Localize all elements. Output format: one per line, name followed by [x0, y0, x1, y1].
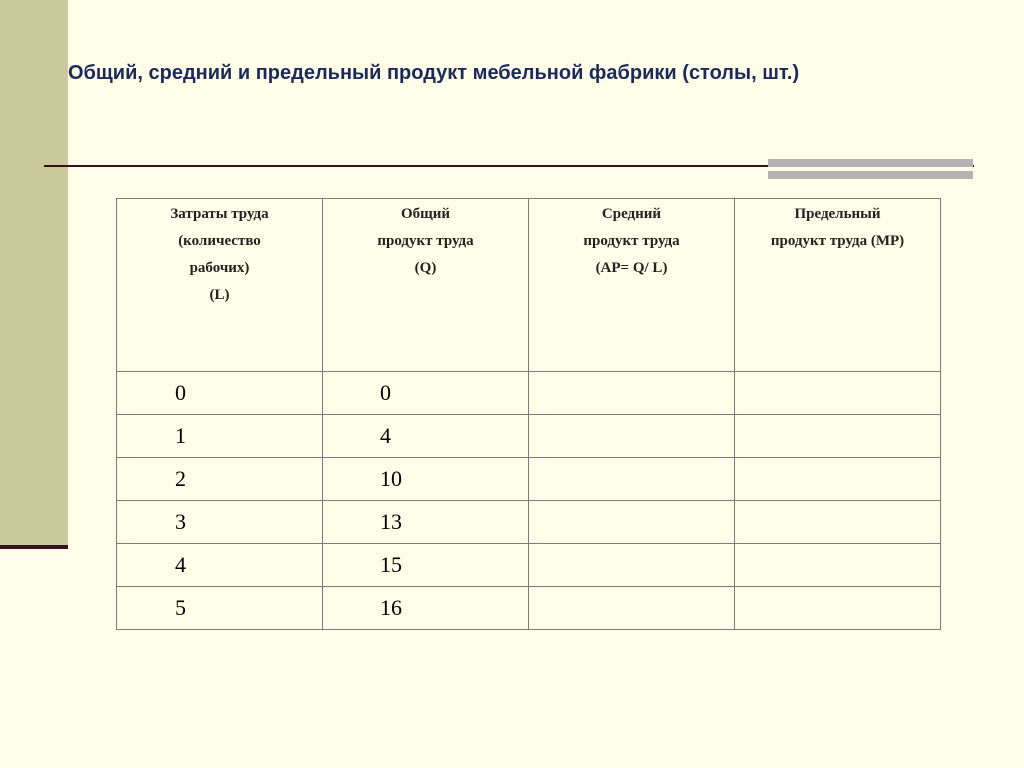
cell-total-product: 4 — [323, 415, 529, 458]
left-accent-underline — [0, 545, 68, 549]
cell-marginal-product — [735, 415, 941, 458]
table-row — [117, 544, 941, 587]
slide-title: Общий, средний и предельный продукт мебельной фабрики (столы, шт.) — [68, 62, 800, 84]
cell-average-product — [529, 415, 735, 458]
cell-labor: 3 — [117, 501, 323, 544]
cell-average-product — [529, 587, 735, 630]
cell-marginal-product — [735, 501, 941, 544]
cell-total-product: 10 — [323, 458, 529, 501]
cell-marginal-product — [735, 372, 941, 415]
table-row — [117, 587, 941, 630]
cell-average-product — [529, 372, 735, 415]
cell-marginal-product — [735, 587, 941, 630]
cell-labor: 5 — [117, 587, 323, 630]
cell-labor: 4 — [117, 544, 323, 587]
cell-labor: 1 — [117, 415, 323, 458]
table-row — [117, 415, 941, 458]
cell-average-product — [529, 544, 735, 587]
cell-total-product: 0 — [323, 372, 529, 415]
header-marginal-product: Предельный продукт труда (MP) — [735, 199, 941, 372]
cell-average-product — [529, 501, 735, 544]
table-row — [117, 458, 941, 501]
table-row — [117, 501, 941, 544]
title-divider-accent — [768, 159, 973, 179]
header-average-product: Средний продукт труда (AP= Q/ L) — [529, 199, 735, 372]
cell-marginal-product — [735, 458, 941, 501]
cell-total-product: 15 — [323, 544, 529, 587]
left-accent-bar — [0, 0, 68, 545]
table-row — [117, 372, 941, 415]
cell-marginal-product — [735, 544, 941, 587]
header-labor-input: Затраты труда (количество рабочих) (L) — [117, 199, 323, 372]
cell-labor: 0 — [117, 372, 323, 415]
cell-total-product: 13 — [323, 501, 529, 544]
header-total-product: Общий продукт труда (Q) — [323, 199, 529, 372]
production-table — [116, 198, 941, 630]
cell-total-product: 16 — [323, 587, 529, 630]
cell-labor: 2 — [117, 458, 323, 501]
table-header-row — [117, 199, 941, 372]
cell-average-product — [529, 458, 735, 501]
